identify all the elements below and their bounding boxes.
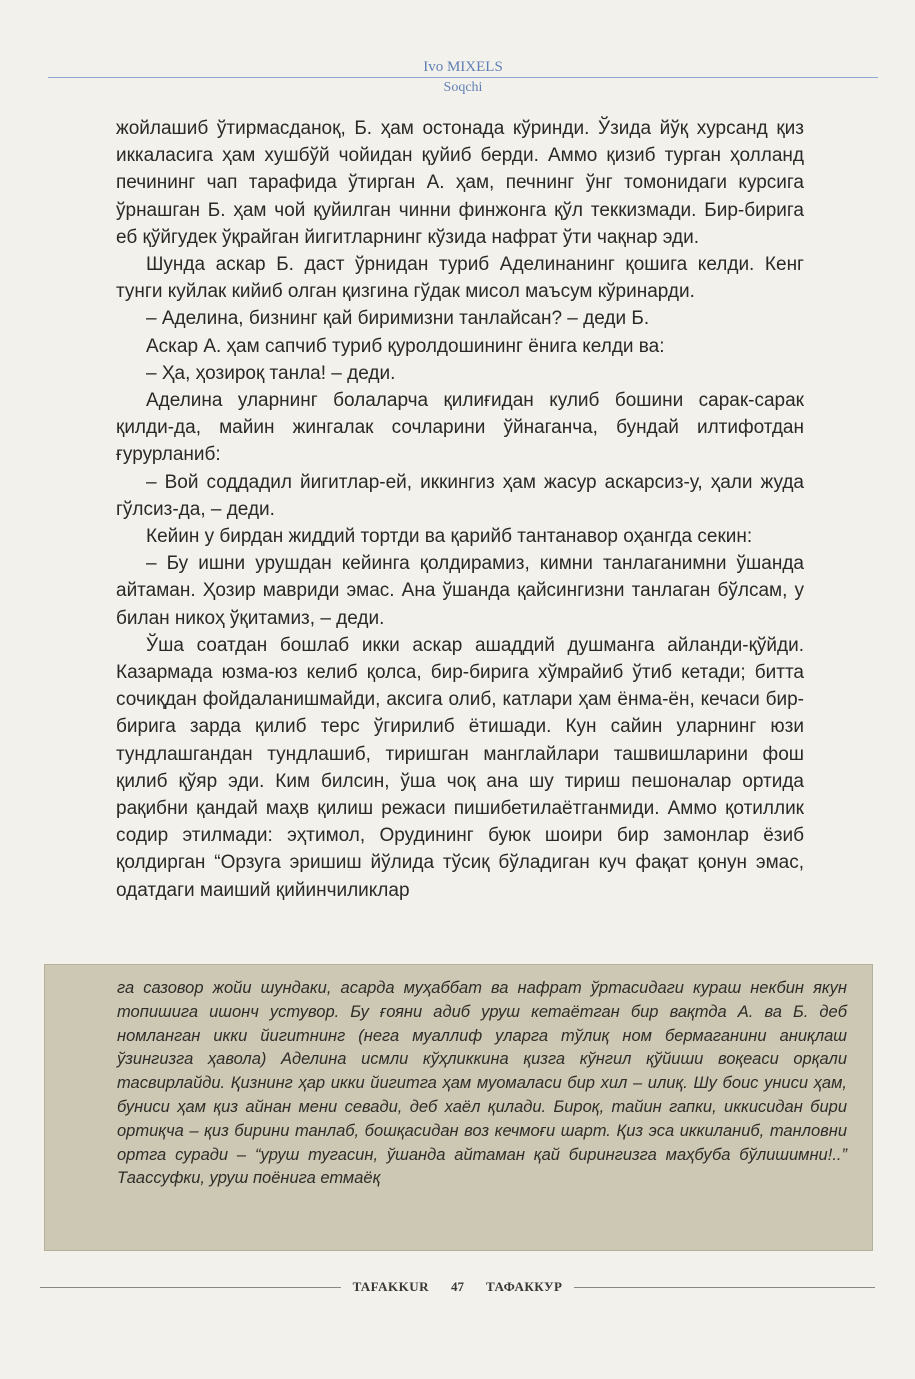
header-author: Ivo MIXELS	[423, 59, 503, 75]
paragraph: Ўша соатдан бошлаб икки аскар ашаддий душманга айланди-қўйди. Казармада юзма-юз келиб қолса, бир-бирига хўмрайиб ўтиб кетади; битта сочиқдан фойдаланишмайди, аксига олиб, катлари ҳам ёнма-ён, кечаси бир-бирига зарда қилиб терс ўгирилиб ётишади. Кун сайин уларнинг юзи тундлашгандан тундлашиб, тиришган манглайлари ташвишларини фош қилиб қўяр эди. Ким билсин, ўша чоқ ана шу тириш пешоналар ортида рақибни қандай маҳв қилиш режаси пишибетилаётганмиди. Аммо қотиллик содир этилмади: эҳтимол, Орудининг буюк шоири бир замонлар ёзиб қолдирган “Орзуга эришиш йўлида тўсиқ бўладиган куч фақат қонун эмас, одатдаги маиший қийинчиликлар	[116, 634, 804, 901]
paragraph: – Аделина, бизнинг қай биримизни танлайсан? – деди Б.	[146, 308, 650, 330]
page-number: 47	[451, 1279, 465, 1294]
sidebar-box	[44, 964, 873, 1251]
paragraph: – Бу ишни урушдан кейинга қолдирамиз, кимни танлаганимни ўшанда айтаман. Ҳозир мавриди эмас. Ана ўшанда қайсингизни танлаган бўлсам, у билан никоҳ ўқитамиз, – деди.	[116, 553, 804, 629]
sidebar-paragraph: га сазовор жойи шундаки, асарда муҳаббат ва нафрат ўртасидаги кураш некбин якун топишига ишонч устувор. Бу ғояни адиб уруш кетаётган бир вақтда А. ва Б. деб номланган икки йигитнинг (нега муаллиф уларга тўлиқ ном бермаганини аниқлаш ўзингизга ҳавола) Аделина исмли кўҳликкина қизга кўнгил қўйиши воқеаси орқали тасвирлайди. Қизнинг ҳар икки йигитга ҳам муомаласи бир хил – илиқ. Шу боис униси ҳам, буниси ҳам қиз айнан мени севади, деб хаёл қилади. Бироқ, тайин гапки, иккисидан бири ортиқча – қиз бирини танлаб, бошқасидан воз кечмоғи шарт. Қиз эса иккиланиб, танловни ортга суради – “уруш тугасин, ўшанда айтаман қай бирингизга маҳбуба бўлишимни!..” Таассуфки, уруш поёнига етмаёқ	[117, 979, 847, 1188]
footer-rule-left	[40, 1287, 341, 1288]
paragraph: Аскар А. ҳам сапчиб туриб қуролдошининг ёнига келди ва:	[146, 335, 665, 357]
paragraph: – Вой соддадил йигитлар-ей, иккингиз ҳам жасур аскарсиз-у, ҳали жуда гўлсиз-да, – деди.	[116, 471, 804, 520]
footer-journal-cyrillic: ТАФАККУР	[486, 1279, 563, 1294]
paragraph: Кейин у бирдан жиддий тортди ва қарийб тантанавор оҳангда секин:	[146, 526, 753, 548]
paragraph: – Ҳа, ҳозироқ танла! – деди.	[146, 362, 396, 384]
header-subtitle: Soqchi	[443, 80, 483, 95]
sidebar-box-text	[117, 977, 847, 1191]
footer-journal-latin: TAFAKKUR	[352, 1279, 430, 1294]
paragraph: Аделина уларнинг болаларча қилиғидан кулиб бошини сарак-сарак қилди-да, майин жингалак сочларини ўйнаганча, бундай илтифотдан ғурурланиб:	[116, 390, 804, 466]
paragraph: жойлашиб ўтирмасданоқ, Б. ҳам остонада кўринди. Ўзида йўқ хурсанд қиз иккаласига ҳам хушбўй чойидан қуйиб берди. Аммо қизиб турган ҳолланд печининг чап тарафида ўтирган А. ҳам, печнинг ўнг томонидаги курсига ўрнашган Б. ҳам чой қуйилган чинни финжонга қўл теккизмади. Бир-бирига еб қўйгудек ўқрайган йигитларнинг кўзида нафрат ўти чақнар эди.	[116, 118, 804, 248]
running-header	[48, 58, 878, 96]
header-rule	[48, 77, 878, 78]
footer-rule-right	[574, 1287, 875, 1288]
page-footer	[40, 1277, 875, 1297]
main-text	[116, 115, 804, 904]
paragraph: Шунда аскар Б. даст ўрнидан туриб Аделинанинг қошига келди. Кенг тунги куйлак кийиб олган қизгина гўдак мисол маъсум кўринарди.	[116, 254, 804, 303]
